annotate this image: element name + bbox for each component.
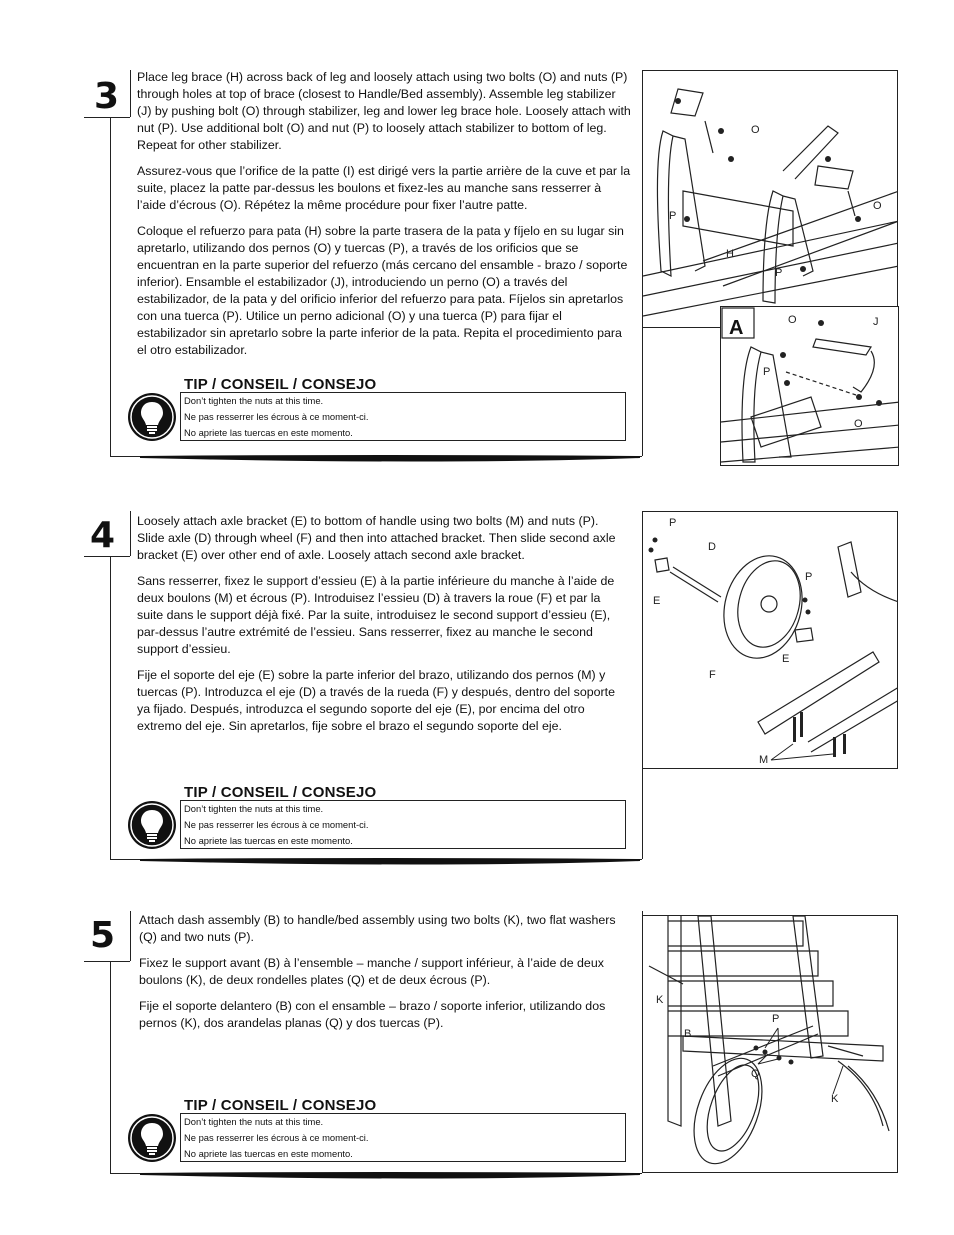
tip-spanish: No apriete las tuercas en este momento. xyxy=(184,835,353,846)
label-p: P xyxy=(775,267,783,279)
figure-step-3 xyxy=(642,70,898,328)
step-number-underline xyxy=(84,961,130,962)
tip-french: Ne pas resserrer les écrous à ce moment-ci. xyxy=(184,411,369,422)
step-number-underline xyxy=(84,117,130,118)
label-p: P xyxy=(669,517,677,529)
tip-box xyxy=(180,392,626,441)
instruction-spanish: Fije el soporte del eje (E) sobre la parte inferior del brazo, utilizando dos pernos (M) y tuercas (P). Introduzca el eje (D) a través de la rueda (F) y después, dentro del soporte ya fijado. Después, introduzca el segundo soporte del eje (E), por encima del otro extremo del eje. Sin apretarlos, fije sobre el brazo el segundo soporte del eje. xyxy=(137,668,615,733)
assembly-illustration xyxy=(643,512,898,769)
tip-title: TIP / CONSEIL / CONSEJO xyxy=(184,376,377,393)
decorative-swoosh xyxy=(140,855,640,869)
step-frame-left xyxy=(110,961,111,1173)
label-d: D xyxy=(708,541,716,553)
instruction-english: Place leg brace (H) across back of leg and loosely attach using two bolts (O) and nuts (P) through holes at top of brace (closest to Handle/Bed assembly). Assemble leg stabilizer (J) by pushing bolt (O) through stabilizer, leg and lower leg brace hole. Loosely attach with nut (P). Use additional bolt (O) and nut (P) to loosely attach stabilizer to bottom of leg. Repeat for other stabilizer. xyxy=(137,70,631,152)
tip-french: Ne pas resserrer les écrous à ce moment-ci. xyxy=(184,819,369,830)
step-number: 4 xyxy=(90,515,116,556)
instructions xyxy=(137,69,632,368)
lightbulb-icon xyxy=(126,391,178,443)
label-p: P xyxy=(669,210,677,222)
detail-label: A xyxy=(729,317,744,339)
step-frame-left xyxy=(110,556,111,859)
step-frame-left xyxy=(130,511,131,556)
tip-english: Don’t tighten the nuts at this time. xyxy=(184,395,324,406)
step-number: 5 xyxy=(90,915,116,956)
label-e: E xyxy=(782,653,790,665)
label-f: F xyxy=(709,669,716,681)
instructions xyxy=(139,912,627,1041)
tip-box xyxy=(180,800,626,849)
label-p: P xyxy=(763,366,771,378)
instruction-french: Fixez le support avant (B) à l’ensemble – manche / support inférieur, à l’aide de deux boulons (K), de deux rondelles plates (Q) et de deux écrous (P). xyxy=(139,956,604,987)
instruction-french: Assurez-vous que l’orifice de la patte (I) est dirigé vers la partie arrière de la cuve et par la suite, placez la patte par-dessus les boulons et fixez-les au manche sans resserrer à l’aide d’écrous (O). Répétez la même procédure pour fixer l’autre patte. xyxy=(137,164,631,212)
label-b: B xyxy=(684,1028,692,1040)
label-p: P xyxy=(805,571,813,583)
instruction-spanish: Fije el soporte delantero (B) con el ensamble – brazo / soporte inferior, utilizando dos pernos (K), dos arandelas planas (Q) y dos tuercas (P). xyxy=(139,999,606,1030)
instruction-english: Loosely attach axle bracket (E) to bottom of handle using two bolts (M) and nuts (P). Slide axle (D) through wheel (F) and then into attached bracket. Then slide second axle bracket (E) over other end of axle. Loosely attach second axle bracket. xyxy=(137,514,616,562)
label-o: O xyxy=(873,200,882,212)
instructions xyxy=(137,513,627,744)
detail-illustration xyxy=(721,307,899,466)
instruction-french: Sans resserrer, fixez le support d’essieu (E) à la partie inférieure du manche à l’aide de deux boulons (M) et écrous (P). Introduisez l’essieu (D) à travers la roue (F) et par la suite dans le support déjà fixé. Par la suite, introduisez le second support d’essieu (E), par-dessus l’autre extrémité de l’essieu. Sans resserrer, fixez au manche le second support d’essieu. xyxy=(137,574,615,656)
tip-title: TIP / CONSEIL / CONSEJO xyxy=(184,784,377,801)
instruction-english: Attach dash assembly (B) to handle/bed assembly using two bolts (K), two flat washers (Q) and two nuts (P). xyxy=(139,913,616,944)
label-o: O xyxy=(751,124,760,136)
figure-step-5 xyxy=(642,915,898,1173)
label-p: P xyxy=(772,1013,780,1025)
label-o: O xyxy=(854,418,863,430)
label-q: Q xyxy=(751,1068,760,1080)
label-h: H xyxy=(726,248,734,260)
tip-spanish: No apriete las tuercas en este momento. xyxy=(184,1148,353,1159)
label-k: K xyxy=(656,994,664,1006)
tip-spanish: No apriete las tuercas en este momento. xyxy=(184,427,353,438)
tip-english: Don’t tighten the nuts at this time. xyxy=(184,803,324,814)
tip-box xyxy=(180,1113,626,1162)
step-frame-left xyxy=(110,117,111,456)
assembly-illustration xyxy=(643,916,898,1173)
step-frame-left xyxy=(130,911,131,961)
label-j: J xyxy=(873,316,879,328)
decorative-swoosh xyxy=(140,1169,640,1183)
lightbulb-icon xyxy=(126,1112,178,1164)
label-m: M xyxy=(759,754,769,766)
step-frame-left xyxy=(130,70,131,117)
label-o: O xyxy=(788,314,797,326)
lightbulb-icon xyxy=(126,799,178,851)
tip-title: TIP / CONSEIL / CONSEJO xyxy=(184,1097,377,1114)
label-e: E xyxy=(653,595,661,607)
tip-english: Don’t tighten the nuts at this time. xyxy=(184,1116,324,1127)
figure-step-4 xyxy=(642,511,898,769)
instruction-spanish: Coloque el refuerzo para pata (H) sobre la parte trasera de la pata y fíjelo en su lugar sin apretarlo, utilizando dos pernos (O) y tuercas (P), a través de los orificios que se encuentran en la parte superior del refuerzo (más cercano del ensamble - brazo / soporte inferior). Ensamble el estabilizador (J), introduciendo un perno (O) a través del estabilizador, de la pata y del orificio inferior del refuerzo para pata. Fíjelos sin apretarlos con una tuerca (P). Utilice un perno adicional (O) y una tuerca (P) para fijar el estabilizador sin apretarlo sobre la parte inferior de la pata. Repita el procedimiento para el otro estabilizador. xyxy=(137,224,628,357)
label-k: K xyxy=(831,1093,839,1105)
decorative-swoosh xyxy=(140,452,640,466)
figure-detail-a xyxy=(720,306,899,466)
step-number: 3 xyxy=(94,76,120,117)
tip-french: Ne pas resserrer les écrous à ce moment-ci. xyxy=(184,1132,369,1143)
step-number-underline xyxy=(84,556,130,557)
assembly-illustration xyxy=(643,71,898,328)
